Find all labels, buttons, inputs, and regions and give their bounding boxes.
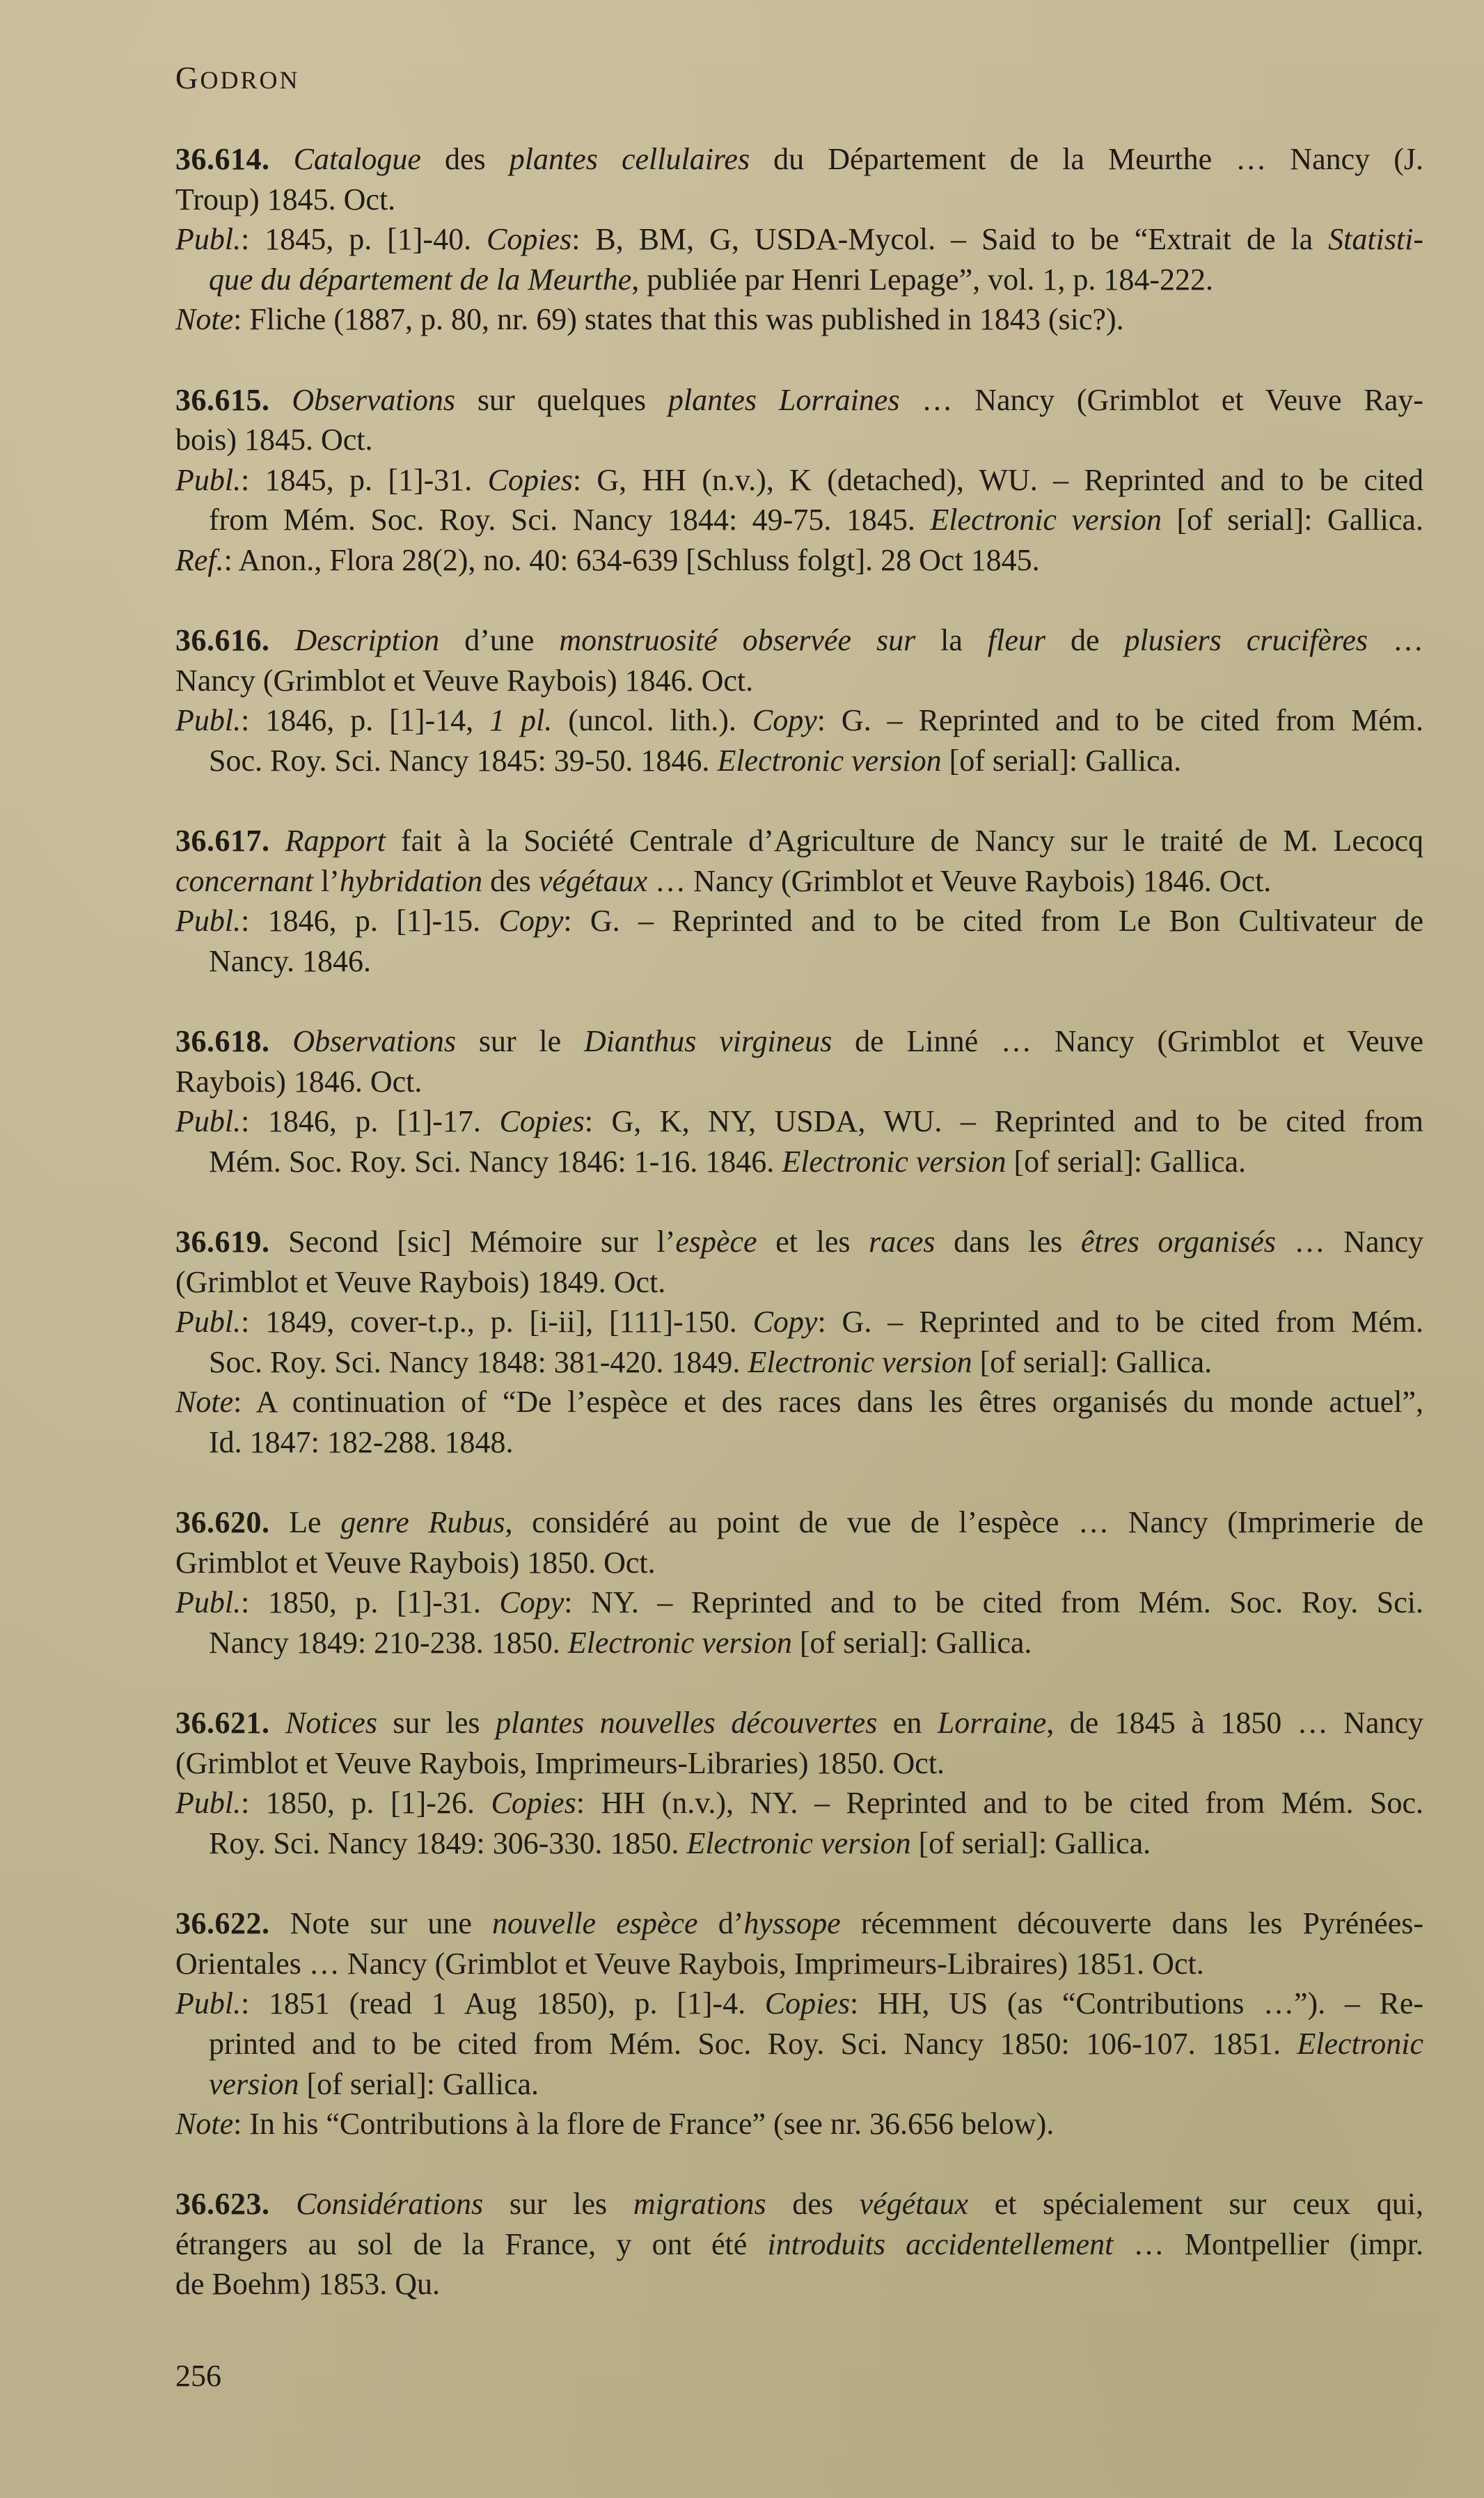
italic-text-run: Electronic (1297, 2026, 1423, 2061)
text-run: : 1846, p. [1]-14, (241, 703, 490, 738)
text-run: : 1845, p. [1]-40. (241, 222, 487, 257)
text-run (270, 2187, 297, 2221)
italic-text-run: Publ. (175, 1305, 242, 1340)
text-run: de (1045, 623, 1125, 658)
text-run: : G. – Reprinted and to be cited from Mém. (816, 703, 1423, 738)
italic-text-run: Copy (752, 703, 817, 738)
text-run: : 1845, p. [1]-31. (241, 462, 488, 497)
entry-text-line (175, 1783, 1423, 1823)
running-head (175, 58, 300, 101)
italic-text-run: concernant (175, 863, 313, 898)
italic-text-run: Copy (498, 904, 564, 938)
text-run: du Département de la Meurthe … Nancy (J. (750, 142, 1423, 176)
text-run: : G. – Reprinted and to be cited from Le Bon Cultivateur de (563, 904, 1423, 938)
italic-text-run: Publ. (175, 1104, 242, 1139)
entry-number: 36.615. (175, 382, 270, 417)
text-run: : 1846, p. [1]-15. (241, 904, 499, 938)
italic-text-run: Rapport (285, 824, 386, 858)
entry-text-line (175, 1984, 1423, 2024)
text-run: [of serial]: Gallica. (1161, 503, 1423, 537)
text-run: (Grimblot et Veuve Raybois) 1849. Oct. (175, 1264, 666, 1299)
italic-text-run: Publ. (175, 703, 242, 738)
entry-number: 36.620. (175, 1505, 270, 1540)
italic-text-run: Note (175, 1385, 234, 1420)
bibliography-entry (175, 1703, 1423, 1863)
text-run: Nancy (Grimblot et Veuve Raybois) 1846. Oct. (175, 663, 754, 698)
text-run: Nancy. 1846. (209, 943, 371, 978)
text-run (270, 824, 285, 858)
text-run: Roy. Sci. Nancy 1849: 306-330. 1850. (209, 1825, 687, 1860)
text-run: Orientales … Nancy (Grimblot et Veuve Raybois, Imprimeurs-Libraires) 1851. Oct. (175, 1946, 1204, 1981)
italic-text-run: monstruosité observée sur (559, 623, 916, 658)
italic-text-run: Copies (487, 222, 572, 257)
italic-text-run: Publ. (175, 1585, 242, 1620)
text-run: de Linné … Nancy (Grimblot et Veuve (832, 1024, 1423, 1059)
text-run: [of serial]: Gallica. (941, 743, 1182, 778)
text-run: étrangers au sol de la France, y ont été (175, 2226, 768, 2261)
italic-text-run: Dianthus virgineus (584, 1024, 832, 1059)
italic-text-run: Publ. (175, 462, 242, 497)
text-run: : HH (n.v.), NY. – Reprinted and to be cited from Mém. Soc. (576, 1786, 1423, 1821)
text-run: : 1846, p. [1]-17. (241, 1104, 500, 1139)
text-run: [of serial]: Gallica. (910, 1825, 1151, 1860)
text-run: : In his “Contributions à la flore de France” (see nr. 36.656 below). (233, 2107, 1055, 2142)
text-run: récemment découverte dans les Pyrénées- (840, 1906, 1423, 1941)
entry-text-line (175, 1382, 1423, 1422)
text-run: [of serial]: Gallica. (972, 1344, 1213, 1379)
italic-text-run: végétaux (538, 863, 648, 898)
entry-text-line (175, 2024, 1423, 2064)
bibliography-entries (175, 139, 1423, 2345)
text-run: d’ (697, 1906, 744, 1941)
italic-text-run: espèce (675, 1225, 757, 1259)
entry-text-line (175, 2264, 1423, 2304)
entry-text-line (175, 219, 1423, 260)
text-run: sur le (456, 1024, 585, 1059)
text-run: : NY. – Reprinted and to be cited from Mém. Soc. Roy. Sci. (564, 1585, 1423, 1620)
text-run: et les (757, 1225, 869, 1259)
bibliography-entry (175, 620, 1423, 780)
italic-text-run: fleur (987, 623, 1045, 658)
italic-text-run: plantes nouvelles découvertes (496, 1706, 878, 1741)
text-run: : Fliche (1887, p. 80, nr. 69) states that this was published in 1843 (sic?). (233, 302, 1124, 337)
entry-text-line (175, 1623, 1423, 1663)
text-run: … (1368, 623, 1423, 658)
italic-text-run: Note (175, 2107, 234, 2142)
text-run: Soc. Roy. Sci. Nancy 1845: 39-50. 1846. (209, 743, 718, 778)
text-run: : Anon., Flora 28(2), no. 40: 634-639 [Schluss folgt]. 28 Oct 1845. (223, 542, 1040, 577)
text-run: des (766, 2187, 860, 2222)
entry-text-line (175, 1743, 1423, 1784)
text-run: d’une (439, 623, 560, 658)
text-run: Mém. Soc. Roy. Sci. Nancy 1846: 1-16. 1846. (209, 1144, 782, 1179)
italic-text-run: Publ. (175, 904, 242, 938)
entry-text-line (175, 460, 1423, 501)
text-run: Raybois) 1846. Oct. (175, 1064, 423, 1099)
entry-text-line (175, 420, 1423, 460)
text-run: : B, BM, G, USDA-Mycol. – Said to be “Extrait de la (571, 222, 1329, 257)
italic-text-run: Note (175, 302, 234, 337)
italic-text-run: Lorraine (937, 1706, 1047, 1741)
entry-text-line (175, 2224, 1423, 2265)
bibliography-entry (175, 380, 1423, 581)
entry-heading-line (175, 1021, 1423, 1062)
entry-heading-line (175, 1502, 1423, 1543)
bibliography-entry (175, 1021, 1423, 1181)
entry-number: 36.623. (175, 2187, 270, 2222)
text-run: from Mém. Soc. Roy. Sci. Nancy 1844: 49-75. 1845. (209, 503, 931, 537)
bibliography-entry (175, 821, 1423, 981)
running-head-text: GODRON (175, 61, 300, 95)
text-run (270, 1024, 293, 1058)
entry-text-line (175, 1142, 1423, 1182)
text-run: Second [sic] Mémoire sur l’ (269, 1225, 676, 1259)
entry-heading-line (175, 139, 1423, 180)
italic-text-run: Catalogue (293, 142, 421, 176)
italic-text-run: migrations (633, 2187, 766, 2222)
text-run: Soc. Roy. Sci. Nancy 1848: 381-420. 1849. (209, 1344, 748, 1379)
italic-text-run: Copy (499, 1585, 565, 1620)
italic-text-run: végétaux (859, 2187, 968, 2222)
italic-text-run: Electronic version (686, 1825, 911, 1860)
italic-text-run: genre Rubus (340, 1505, 505, 1540)
entry-text-line (175, 741, 1423, 781)
italic-text-run: que du département de la Meurthe (209, 262, 632, 297)
entry-text-line (175, 901, 1423, 941)
entry-number: 36.614. (175, 142, 270, 176)
text-run: bois) 1845. Oct. (175, 423, 373, 457)
entry-text-line (175, 1262, 1423, 1303)
italic-text-run: plantes Lorraines (668, 382, 900, 417)
italic-text-run: Copies (499, 1104, 585, 1139)
entry-text-line (175, 661, 1423, 701)
text-run: et spécialement sur ceux qui, (968, 2187, 1423, 2222)
text-run: : G, K, NY, USDA, WU. – Reprinted and to be cited from (584, 1104, 1423, 1139)
italic-text-run: Statisti- (1328, 222, 1423, 257)
text-run (270, 1706, 285, 1740)
bibliography-entry (175, 2184, 1423, 2304)
text-run: Note sur une (269, 1906, 493, 1941)
entry-text-line (175, 260, 1423, 300)
text-run (270, 142, 294, 176)
text-run: : 1849, cover-t.p., p. [i-ii], [111]-150. (241, 1305, 753, 1340)
text-run: la (915, 623, 988, 658)
entry-heading-line (175, 1703, 1423, 1743)
text-run: sur les (483, 2187, 633, 2222)
entry-heading-line (175, 1222, 1423, 1262)
entry-text-line (175, 1342, 1423, 1383)
text-run: , de 1845 à 1850 … Nancy (1046, 1706, 1423, 1741)
text-run: l’ (313, 863, 340, 898)
text-run: Id. 1847: 182-288. 1848. (209, 1425, 514, 1459)
text-run: [of serial]: Gallica. (791, 1625, 1032, 1660)
text-run: … Nancy (Grimblot et Veuve Raybois) 1846. Oct. (647, 863, 1272, 898)
text-run: : 1850, p. [1]-26. (241, 1786, 491, 1821)
italic-text-run: Observations (292, 1024, 456, 1059)
italic-text-run: Electronic version (748, 1344, 972, 1379)
entry-text-line (175, 299, 1423, 340)
entry-heading-line (175, 1903, 1423, 1944)
italic-text-run: plusiers crucifères (1124, 623, 1368, 658)
italic-text-run: plantes cellulaires (509, 142, 750, 176)
entry-text-line (175, 540, 1423, 581)
italic-text-run: Electronic version (717, 743, 942, 778)
entry-number: 36.619. (175, 1225, 270, 1259)
entry-text-line (175, 1302, 1423, 1342)
italic-text-run: Electronic version (567, 1625, 792, 1660)
text-run: des (482, 863, 539, 898)
italic-text-run: hyssope (743, 1906, 841, 1941)
italic-text-run: Copies (487, 462, 573, 497)
italic-text-run: nouvelle espèce (492, 1906, 698, 1941)
italic-text-run: Electronic version (782, 1144, 1007, 1179)
italic-text-run: Publ. (175, 222, 242, 257)
entry-number: 36.622. (175, 1906, 270, 1941)
italic-text-run: Ref. (175, 542, 224, 577)
text-run: fait à la Société Centrale d’Agriculture de Nancy sur le traité de M. Lecocq (385, 824, 1423, 858)
entry-number: 36.621. (175, 1706, 270, 1741)
entry-text-line (175, 1543, 1423, 1583)
entry-text-line (175, 861, 1423, 902)
text-run: : HH, US (as “Contributions …”). – Re- (849, 1986, 1423, 2021)
text-run (270, 383, 292, 417)
entry-text-line (175, 941, 1423, 982)
text-run: : 1850, p. [1]-31. (241, 1585, 500, 1620)
entry-text-line (175, 1582, 1423, 1623)
bibliography-entry (175, 1222, 1423, 1463)
italic-text-run: Description (294, 623, 440, 658)
text-run: (uncol. lith.). (552, 703, 752, 738)
text-run: : A continuation of “De l’espèce et des races dans les êtres organisés du monde actuel”, (233, 1385, 1423, 1420)
italic-text-run: êtres organisés (1080, 1225, 1276, 1259)
italic-text-run: 1 pl. (489, 703, 553, 738)
entry-text-line (175, 1101, 1423, 1142)
entry-heading-line (175, 620, 1423, 661)
bibliography-entry (175, 1903, 1423, 2144)
text-run: , publiée par Henri Lepage”, vol. 1, p. 184-222. (631, 262, 1214, 297)
entry-number: 36.618. (175, 1024, 270, 1059)
italic-text-run: Publ. (175, 1986, 242, 2021)
entry-text-line (175, 1944, 1423, 1984)
entry-text-line (175, 1062, 1423, 1102)
entry-number: 36.616. (175, 623, 270, 658)
entry-heading-line (175, 821, 1423, 861)
text-run: Grimblot et Veuve Raybois) 1850. Oct. (175, 1545, 656, 1580)
text-run: Le (269, 1505, 341, 1540)
text-run: … Nancy (1275, 1225, 1423, 1259)
italic-text-run: Copy (752, 1305, 818, 1340)
italic-text-run: Considérations (296, 2187, 484, 2222)
text-run: sur quelques (455, 382, 668, 417)
italic-text-run: version (209, 2066, 299, 2101)
entry-number: 36.617. (175, 824, 270, 858)
text-run: [of serial]: Gallica. (1006, 1144, 1246, 1179)
text-run: : 1851 (read 1 Aug 1850), p. [1]-4. (241, 1986, 765, 2021)
entry-text-line (175, 1823, 1423, 1864)
text-run: … Nancy (Grimblot et Veuve Ray- (899, 382, 1423, 417)
italic-text-run: Electronic version (930, 503, 1162, 537)
text-run (270, 623, 295, 657)
entry-text-line (175, 180, 1423, 220)
text-run: … Montpellier (impr. (1113, 2226, 1423, 2261)
entry-text-line (175, 2104, 1423, 2144)
entry-heading-line (175, 2184, 1423, 2224)
entry-text-line (175, 2064, 1423, 2105)
text-run: : G, HH (n.v.), K (detached), WU. – Reprinted and to be cited (572, 462, 1423, 497)
italic-text-run: hybridation (339, 863, 483, 898)
italic-text-run: races (869, 1225, 936, 1259)
text-run: : G. – Reprinted and to be cited from Mém. (817, 1305, 1423, 1340)
text-run: printed and to be cited from Mém. Soc. Roy. Sci. Nancy 1850: 106-107. 1851. (209, 2026, 1297, 2061)
text-run: (Grimblot et Veuve Raybois, Imprimeurs-Libraries) 1850. Oct. (175, 1745, 945, 1780)
entry-text-line (175, 500, 1423, 540)
text-run: Nancy 1849: 210-238. 1850. (209, 1625, 568, 1660)
text-run: , considéré au point de vue de l’espèce … Nancy (Imprimerie de (505, 1505, 1423, 1540)
italic-text-run: Notices (285, 1706, 377, 1741)
entry-text-line (175, 700, 1423, 741)
entry-text-line (175, 1422, 1423, 1463)
entry-heading-line (175, 380, 1423, 421)
italic-text-run: Copies (764, 1986, 850, 2021)
italic-text-run: Publ. (175, 1786, 242, 1821)
italic-text-run: introduits accidentellement (767, 2226, 1114, 2261)
text-run: des (420, 142, 510, 176)
text-run: sur les (377, 1706, 496, 1741)
italic-text-run: Observations (292, 382, 456, 417)
bibliography-entry (175, 1502, 1423, 1663)
text-run: en (877, 1706, 938, 1741)
text-run: [of serial]: Gallica. (299, 2066, 539, 2101)
text-run: dans les (935, 1225, 1081, 1259)
bibliography-entry (175, 139, 1423, 340)
italic-text-run: Copies (491, 1786, 576, 1821)
text-run: de Boehm) 1853. Qu. (175, 2267, 441, 2302)
page-number: 256 (175, 2359, 221, 2393)
text-run: Troup) 1845. Oct. (175, 182, 396, 217)
